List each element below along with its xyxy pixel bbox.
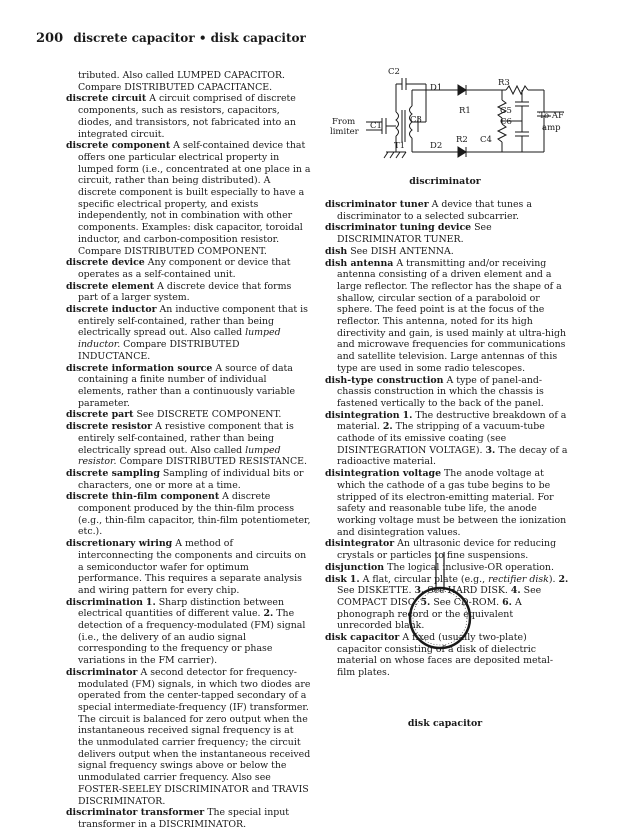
sense-number: 3. <box>414 585 425 597</box>
entry-term: disintegration <box>325 409 400 421</box>
sense-number: 6. <box>502 596 512 608</box>
entry-definition: Sampling of individual bits or characters, one or more at a time. <box>78 467 304 491</box>
label-r1: R1 <box>459 106 471 116</box>
entry-definition: A type of panel-and-chassis construction in which the chassis is fastened vertically to the back of the panel. <box>337 374 544 409</box>
entry-definition: A method of interconnecting the components and circuits on a semiconductor wafer for optimum performance. This requires a separate analysis and wiring pattern for every chip. <box>78 538 307 596</box>
entry-discrete-information-source <box>66 363 311 410</box>
label-c3: C3 <box>410 115 422 125</box>
entry-term: discrete thin-film component <box>66 491 220 503</box>
entry-term: discrete component <box>66 140 171 152</box>
entry-definition: An inductive component that is entirely self-contained, rather than being electrically spread out. Also called <box>78 304 308 339</box>
label-from: From <box>332 117 356 127</box>
entry-sense-end: ). <box>548 573 556 585</box>
entry-discrete-thin-film-component <box>66 491 311 538</box>
entry-dish <box>325 246 571 258</box>
entry-sense: A flat, circular plate (e.g., <box>362 573 486 585</box>
sense-number: 1. <box>402 409 413 421</box>
entry-term: dish antenna <box>325 257 394 269</box>
label-c4: C4 <box>480 135 492 145</box>
page-header <box>36 31 306 46</box>
entry-discriminator-tuner <box>325 199 571 222</box>
entry-crossref: Compare DISTRIBUTED INDUCTANCE. <box>78 339 240 362</box>
entry-discrete-circuit <box>66 93 311 140</box>
entry-definition: A fixed (usually two-plate) capacitor consisting of a disk of dielectric material on whose faces are deposited metal-film plates. <box>337 632 554 679</box>
entry-sense: See DISKETTE. <box>337 585 412 597</box>
entry-definition: A device that tunes a discriminator to a selected subcarrier. <box>337 199 532 222</box>
entry-definition: A circuit comprised of discrete components, such as resistors, capacitors, diodes, and transistors, not fabricated into an integrated circuit. <box>78 93 296 140</box>
entry-term: discriminator <box>66 666 138 678</box>
sense-number: 5. <box>420 596 431 608</box>
entry-dish-type-construction <box>325 375 571 410</box>
page-number: 200 <box>36 31 64 46</box>
entry-term: disk <box>325 573 347 585</box>
discriminator-schematic <box>326 60 576 170</box>
entry-term: disk capacitor <box>325 632 400 644</box>
label-t1: T1 <box>394 141 406 151</box>
entry-definition: Any component or device that operates as a self-contained unit. <box>78 257 291 280</box>
entry-alias: lumped resistor. <box>78 444 281 468</box>
entry-definition: A resistive component that is entirely self-contained, rather than being electrically spread out. Also called <box>78 421 294 456</box>
entry-sense: A phonograph record or the equivalent unrecorded blank. <box>337 596 522 632</box>
sense-number: 2. <box>558 573 569 585</box>
entry-term: discrete sampling <box>66 467 160 479</box>
label-c1: C1 <box>370 121 382 131</box>
entry-dish-antenna <box>325 258 571 375</box>
entry-term: discrimination <box>66 596 143 608</box>
entry-term: discrete inductor <box>66 304 157 316</box>
entry-discretionary-wiring <box>66 538 311 597</box>
entry-discriminator-transformer <box>66 807 311 830</box>
entry-sense: See CD-ROM. <box>433 596 500 608</box>
entry-discriminator <box>66 667 311 807</box>
entry-term: discretionary wiring <box>66 538 173 550</box>
entry-term: discrete information source <box>66 362 213 374</box>
disk-capacitor-caption: disk capacitor <box>407 718 483 729</box>
entry-alias: lumped inductor. <box>78 327 281 351</box>
entry-term: discriminator tuning device <box>325 222 472 234</box>
label-r2: R2 <box>456 135 468 145</box>
entry-definition: A transmitting and/or receiving antenna consisting of a driven element and a large reflector. The reflector has the shape of a shallow, circular section of a paraboloid or sphere. The feed point is at the focus of the reflector. This antenna, noted for its high directivity and gain, is used mainly at ultra-high and microwave frequencies for communications and satellite television. Large antennas of this type are used in some radio telescopes. <box>337 257 566 374</box>
entry-definition: The special input transformer in a DISCRIMINATOR. <box>78 807 290 830</box>
d2-diode <box>458 147 466 157</box>
entry-disintegration <box>325 410 571 469</box>
entry-term: discrete resistor <box>66 421 153 433</box>
label-c6: C6 <box>500 117 512 127</box>
entry-discrimination <box>66 597 311 667</box>
label-r3: R3 <box>498 78 510 88</box>
entry-term: dish-type construction <box>325 374 444 386</box>
entry-definition: The anode voltage at which the cathode of a gas tube begins to be stripped of its electron-emitting material. For safety and reasonable tube life, the anode working voltage must be between the ionization and disintegration values. <box>337 468 567 538</box>
label-c5: C5 <box>500 106 512 116</box>
entry-term: discrete device <box>66 257 145 269</box>
entry-discrete-resistor <box>66 421 311 468</box>
entry-discrete-component <box>66 140 311 257</box>
entry-term: disjunction <box>325 561 385 573</box>
left-column <box>66 70 311 831</box>
label-to-af: To AF <box>539 111 564 121</box>
sense-number: 1. <box>349 573 360 585</box>
entry-discrete-sampling <box>66 468 311 491</box>
entry-definition: A second detector for frequency-modulated (FM) signals, in which two diodes are operated from the center-tapped secondary of a special intermediate-frequency (IF) transformer. The circuit is balanced for zero output when the instantaneous received signal frequency is at the unmodulated carrier frequency; the circuit delivers output when the instantaneous received signal frequency swings above or below the unmodulated carrier frequency. Also see FOSTER-SEELEY DISCRIMINATOR and TRAVIS DISCRIMINATOR. <box>78 666 311 807</box>
entry-definition: A source of data containing a finite number of individual elements, rather than a continuously variable parameter. <box>78 362 296 409</box>
entry-definition: The logical inclusive-OR operation. <box>387 561 554 573</box>
entry-sense: The stripping of a vacuum-tube cathode of its emissive coating (see DISINTEGRATION VOLTAGE). <box>337 421 545 456</box>
entry-term: discrete element <box>66 280 155 292</box>
entry-sense: See COMPACT DISC. <box>337 585 542 608</box>
sense-number: 2. <box>263 608 274 620</box>
entry-sense: The decay of a radioactive material. <box>337 444 568 468</box>
t1-primary-coil <box>396 112 399 136</box>
entry-term: disintegration voltage <box>325 468 442 480</box>
entry-discrete-device <box>66 257 311 280</box>
entry-definition: An ultrasonic device for reducing crystals or particles to fine suspensions. <box>337 538 557 562</box>
label-d2: D2 <box>430 141 443 151</box>
capacitor-disk-body <box>410 588 470 648</box>
entry-definition: A discrete component produced by the thin-film process (e.g., thin-film capacitor, thin-film potentiometer, etc.). <box>78 491 311 538</box>
entry-definition: See DISCRETE COMPONENT. <box>136 409 282 421</box>
entry-term: discriminator tuner <box>325 199 429 210</box>
label-c2: C2 <box>388 67 400 77</box>
label-limiter: limiter <box>330 127 359 137</box>
entry-discrete-part <box>66 409 311 421</box>
label-d1: D1 <box>430 83 443 93</box>
entry-crossref: Compare DISTRIBUTED RESISTANCE. <box>119 456 307 468</box>
entry-definition: A discrete device that forms part of a larger system. <box>78 280 292 304</box>
entry-term: discrete circuit <box>66 93 147 105</box>
d1-diode <box>458 85 466 95</box>
label-amp: amp <box>542 123 561 133</box>
entry-sense: See HARD DISK. <box>427 585 508 597</box>
disk-capacitor-illustration <box>396 548 486 708</box>
entry-sense: The destructive breakdown of a material. <box>337 409 567 433</box>
sense-number: 2. <box>382 421 393 433</box>
entry-discriminator-tuning-device <box>325 222 571 245</box>
entry-sense: Sharp distinction between electrical quantities of different value. <box>78 596 284 620</box>
sense-number: 4. <box>510 585 521 597</box>
entry-term: discrete part <box>66 409 134 421</box>
continued-entry-text: tributed. Also called LUMPED CAPACITOR. Compare DISTRIBUTED CAPACITANCE. <box>78 70 286 93</box>
discriminator-caption: discriminator <box>409 176 481 187</box>
entry-term: disintegrator <box>325 538 395 550</box>
entry-definition: A self-contained device that offers one particular electrical property in lumped form (i.e., concentrated at one place in a circuit, rather than being distributed). A discrete component is built especially to have a specific electrical property, and exists independently, not in combination with other components. Examples: disk capacitor, toroidal inductor, and carbon-composition resistor. Compare DISTRIBUTED COMPONENT. <box>78 140 311 257</box>
entry-discrete-inductor <box>66 304 311 363</box>
running-title: discrete capacitor • disk capacitor <box>73 31 306 45</box>
entry-sense: The detection of a frequency-modulated (FM) signal (i.e., the delivery of an audio signal corresponding to the frequency or phase variations in the FM carrier). <box>78 608 306 667</box>
entry-term: discriminator transformer <box>66 807 205 819</box>
entry-example: rectifier disk <box>488 573 549 585</box>
sense-number: 1. <box>145 596 156 608</box>
entry-discrete-element <box>66 281 311 304</box>
entry-definition: See DISH ANTENNA. <box>350 245 454 257</box>
entry-definition: See DISCRIMINATOR TUNER. <box>337 222 492 246</box>
entry-disintegration-voltage <box>325 468 571 538</box>
entry-term: dish <box>325 245 348 257</box>
sense-number: 3. <box>485 444 496 456</box>
